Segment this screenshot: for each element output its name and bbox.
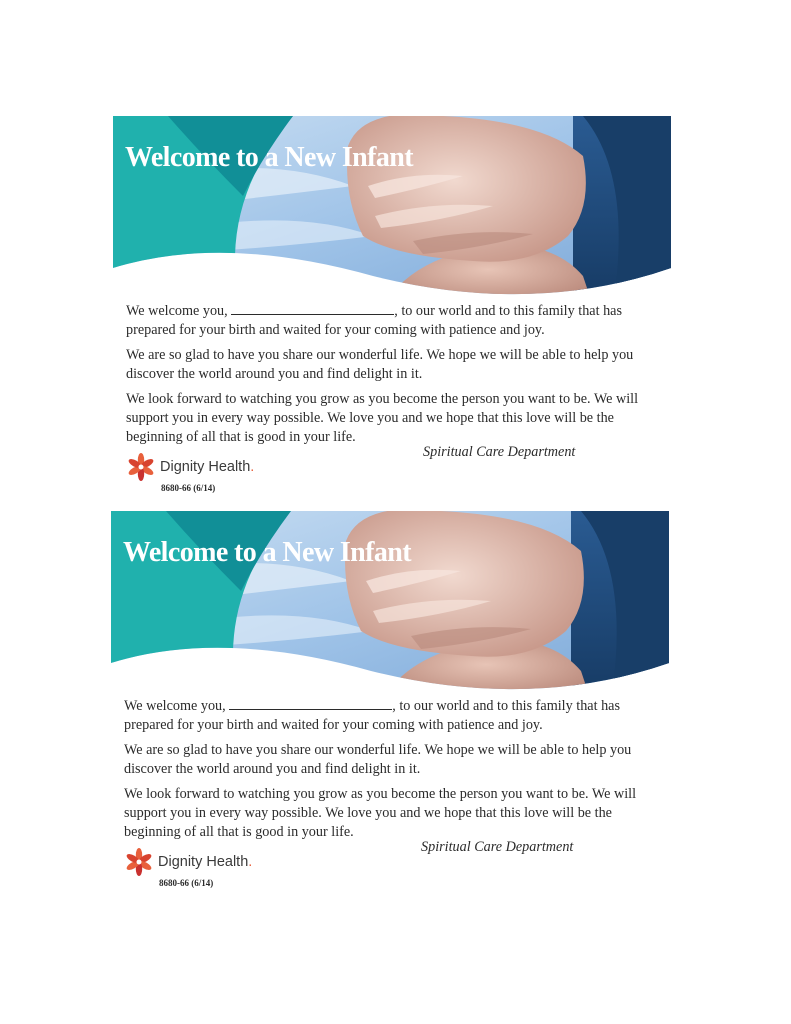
paragraph-welcome xyxy=(124,696,664,735)
dignity-health-logo xyxy=(124,847,252,877)
logo-suffix: . xyxy=(250,459,255,475)
paragraph-welcome-start: We welcome you, xyxy=(126,303,228,319)
name-blank-line xyxy=(231,301,394,315)
logo-wordmark xyxy=(160,459,254,475)
name-blank-line xyxy=(229,696,392,710)
dignity-health-flower-icon xyxy=(126,452,156,482)
signature: Spiritual Care Department xyxy=(421,839,574,855)
form-code: 8680-66 (6/14) xyxy=(159,878,214,888)
welcome-message xyxy=(124,696,664,848)
paragraph-welcome-start: We welcome you, xyxy=(124,698,226,714)
dignity-health-logo xyxy=(126,452,254,482)
form-code: 8680-66 (6/14) xyxy=(161,483,216,493)
paragraph-future: We look forward to watching you grow as you become the person you want to be. We will support you in every way possible. We love you and we hope that this love will be the beginning of all that is good in your life. xyxy=(126,391,639,445)
paragraph-share: We are so glad to have you share our wonderful life. We hope we will be able to help you discover the world around you and find delight in it. xyxy=(124,742,632,777)
dignity-health-flower-icon xyxy=(124,847,154,877)
logo-suffix: . xyxy=(248,854,253,870)
logo-name: Dignity Health xyxy=(160,459,251,475)
paragraph-welcome-end: , to our world and to this family that has prepared for your birth and waited for your coming with patience and joy. xyxy=(126,303,622,338)
card-title: Welcome to a New Infant xyxy=(123,537,411,568)
paragraph-welcome-end: , to our world and to this family that has prepared for your birth and waited for your coming with patience and joy. xyxy=(124,698,620,733)
logo-name: Dignity Health xyxy=(158,854,249,870)
welcome-card xyxy=(113,116,673,501)
signature: Spiritual Care Department xyxy=(423,444,576,460)
logo-wordmark xyxy=(158,854,252,870)
card-title: Welcome to a New Infant xyxy=(125,142,413,173)
paragraph-future: We look forward to watching you grow as you become the person you want to be. We will support you in every way possible. We love you and we hope that this love will be the beginning of all that is good in your life. xyxy=(124,786,637,840)
paragraph-welcome xyxy=(126,301,666,340)
paragraph-share: We are so glad to have you share our wonderful life. We hope we will be able to help you discover the world around you and find delight in it. xyxy=(126,347,634,382)
welcome-card xyxy=(111,511,671,896)
welcome-message xyxy=(126,301,666,453)
